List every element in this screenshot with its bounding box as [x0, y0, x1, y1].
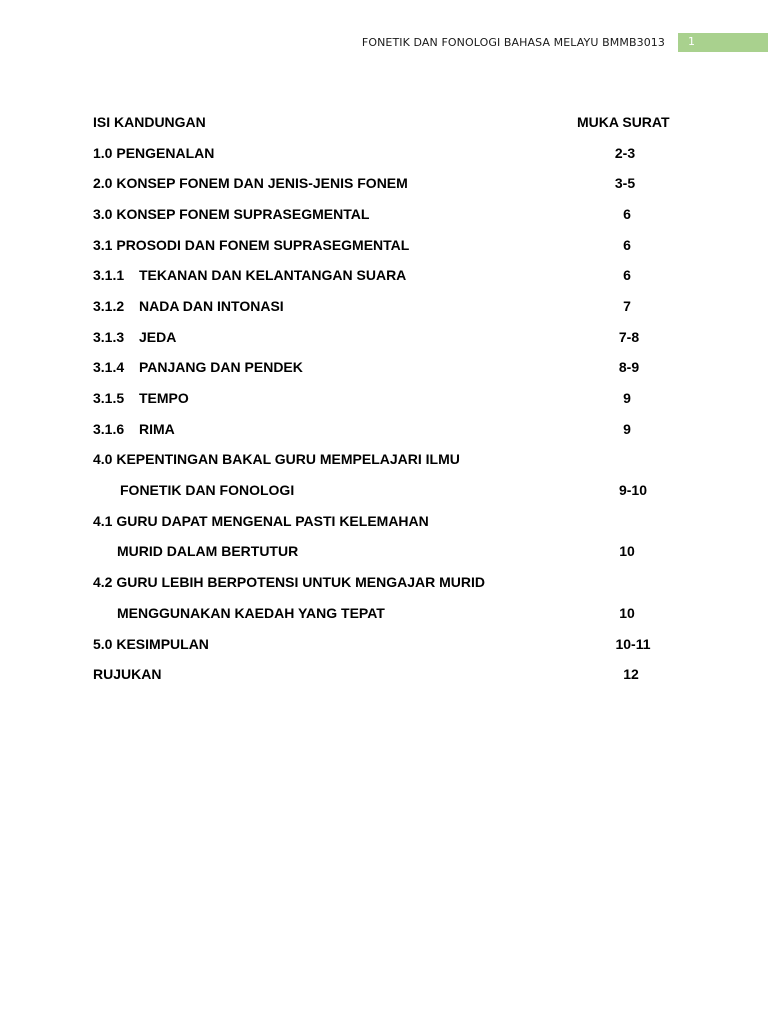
- toc-heading-left: ISI KANDUNGAN: [93, 114, 206, 130]
- toc-row: [93, 204, 693, 235]
- toc-entry-label: 3.0 KONSEP FONEM SUPRASEGMENTAL: [93, 205, 370, 222]
- toc-row: [93, 357, 693, 388]
- page-header: [0, 32, 768, 54]
- toc-entry-label: 1.0 PENGENALAN: [93, 144, 215, 161]
- toc-entry-label: [93, 296, 284, 316]
- toc-row: [93, 265, 693, 296]
- toc-row: [93, 173, 693, 204]
- toc-entry-number: 3.1.3: [93, 328, 125, 345]
- toc-row: [93, 449, 693, 480]
- toc-entry-number: 3.1.5: [93, 390, 125, 406]
- toc-entry-page: 10-11: [615, 635, 651, 652]
- toc-row: [93, 143, 693, 174]
- toc-entry-page: 7-8: [618, 328, 640, 345]
- toc-row: [93, 634, 693, 665]
- toc-entry-page: 9-10: [618, 482, 648, 499]
- toc-entry-label: MURID DALAM BERTUTUR: [117, 543, 299, 560]
- toc-entry-page: 10: [619, 604, 635, 621]
- toc-entry-label: 3.1 PROSODI DAN FONEM SUPRASEGMENTAL: [93, 236, 410, 253]
- toc-entry-label: [93, 265, 406, 285]
- toc-entry-number: 3.1.2: [93, 297, 125, 314]
- toc-row: [93, 480, 693, 511]
- toc-entry-label: MENGGUNAKAN KAEDAH YANG TEPAT: [117, 604, 385, 621]
- toc-entry-page: 8-9: [618, 359, 640, 376]
- header-title: FONETIK DAN FONOLOGI BAHASA MELAYU BMMB3013: [361, 36, 665, 49]
- toc-entry-label: [93, 388, 189, 408]
- toc-entry-page: 12: [623, 666, 639, 683]
- toc-entry-label: FONETIK DAN FONOLOGI: [120, 482, 295, 499]
- toc-row: [93, 511, 693, 542]
- toc-entry-number: 3.1.6: [93, 420, 125, 437]
- toc-entry-page: 2-3: [614, 144, 636, 161]
- toc-row: [93, 419, 693, 450]
- toc-entry-label: 5.0 KESIMPULAN: [93, 635, 209, 652]
- table-of-contents: [93, 112, 693, 695]
- toc-entry-page: 10: [619, 543, 635, 560]
- toc-entry-label: [93, 357, 303, 377]
- toc-row: [93, 664, 693, 695]
- toc-entry-page: 9: [623, 420, 631, 437]
- toc-entry-title: TEMPO: [139, 390, 189, 406]
- toc-entry-number: 3.1.1: [93, 267, 125, 284]
- toc-entry-title: NADA DAN INTONASI: [139, 297, 284, 314]
- toc-entry-page: 6: [623, 205, 631, 222]
- toc-row: [93, 296, 693, 327]
- toc-entry-label: 2.0 KONSEP FONEM DAN JENIS-JENIS FONEM: [93, 175, 408, 192]
- page-number: 1: [688, 35, 695, 48]
- toc-entry-page: 7: [623, 297, 631, 314]
- toc-entry-label: 4.1 GURU DAPAT MENGENAL PASTI KELEMAHAN: [93, 512, 429, 529]
- toc-row: [93, 388, 693, 419]
- toc-entry-label: 4.0 KEPENTINGAN BAKAL GURU MEMPELAJARI ILMU: [93, 451, 460, 468]
- toc-entry-title: PANJANG DAN PENDEK: [139, 359, 303, 376]
- toc-row: [93, 572, 693, 603]
- toc-entry-number: 3.1.4: [93, 359, 125, 376]
- toc-entry-label: RUJUKAN: [93, 666, 162, 683]
- toc-entry-label: [93, 327, 176, 347]
- toc-row: [93, 327, 693, 358]
- toc-entry-page: 9: [623, 390, 631, 406]
- toc-entry-page: 6: [623, 236, 631, 253]
- toc-entry-title: JEDA: [139, 328, 177, 345]
- toc-row: [93, 235, 693, 266]
- toc-entry-title: RIMA: [139, 420, 175, 437]
- page-number-box: [675, 33, 768, 52]
- toc-entry-page: 3-5: [614, 175, 636, 192]
- toc-entry-page: 6: [623, 267, 631, 284]
- toc-heading-right: MUKA SURAT: [577, 114, 670, 130]
- toc-row: [93, 541, 693, 572]
- toc-row: [93, 603, 693, 634]
- toc-entry-label: 4.2 GURU LEBIH BERPOTENSI UNTUK MENGAJAR MURID: [93, 574, 486, 591]
- toc-entry-label: [93, 419, 175, 439]
- toc-entry-title: TEKANAN DAN KELANTANGAN SUARA: [139, 267, 407, 284]
- toc-heading-row: [93, 112, 693, 143]
